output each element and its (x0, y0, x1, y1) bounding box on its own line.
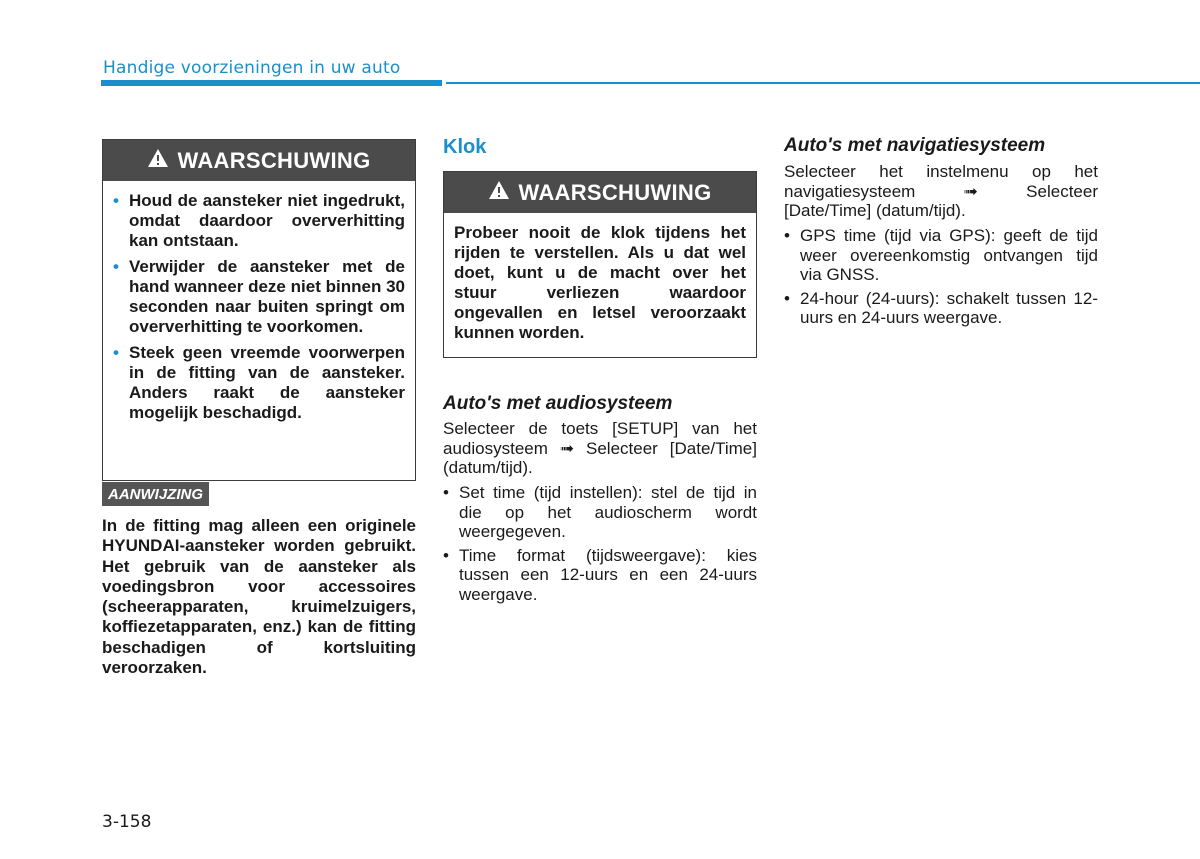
warning-header (444, 172, 756, 213)
audio-subtitle: Auto's met audiosysteem (443, 393, 673, 414)
nav-list (784, 226, 1098, 328)
header-rule-thin (446, 82, 1200, 84)
warning-box-lighter (102, 139, 416, 481)
warning-list (113, 191, 405, 423)
note-text: In de fitting mag alleen een originele HYUNDAI-aansteker worden gebruikt. Het gebruik van de aansteker als voedingsbron voor accessoires (scheerapparaten, kruimelzuigers, koffiezetapparaten, enz.) kan de fitting beschadigen of kortsluiting veroorzaken. (102, 516, 416, 678)
audio-list-wrap (443, 483, 757, 608)
audio-intro: Selecteer de toets [SETUP] van het audiosysteem ➟ Selecteer [Date/Time] (datum/tijd). (443, 419, 757, 477)
chapter-title: Handige voorzieningen in uw auto (103, 58, 401, 78)
nav-list-wrap (784, 226, 1098, 332)
warning-title: WAARSCHUWING (177, 147, 371, 173)
note-label: AANWIJZING (102, 482, 209, 506)
audio-list (443, 483, 757, 604)
header-rule-thick (101, 80, 442, 86)
warning-title: WAARSCHUWING (518, 179, 712, 205)
section-title-klok: Klok (443, 136, 487, 158)
warning-item: • Houd de aansteker niet ingedrukt, omdat daardoor oververhitting kan ontstaan. (113, 191, 405, 251)
warning-body: Probeer nooit de klok tijdens het rijden te verstellen. Als u dat wel doet, kunt u de macht over het stuur verliezen waardoor ongevallen en letsel veroorzaakt kunnen worden. (454, 223, 746, 342)
warning-header (103, 140, 415, 181)
page-number: 3-158 (102, 812, 152, 832)
nav-intro: Selecteer het instelmenu op het navigatiesysteem ➟ Selecteer [Date/Time] (datum/tijd). (784, 162, 1098, 220)
warning-triangle-icon (488, 180, 510, 206)
warning-triangle-icon (147, 148, 169, 174)
warning-item: • Verwijder de aansteker met de hand wanneer deze niet binnen 30 seconden naar buiten springt om oververhitting te voorkomen. (113, 257, 405, 337)
warning-body (103, 181, 415, 437)
list-item: • Time format (tijdsweergave): kies tussen een 12-uurs en een 24-uurs weergave. (443, 546, 757, 605)
list-item: • GPS time (tijd via GPS): geeft de tijd weer overeenkomstig ontvangen tijd via GNSS. (784, 226, 1098, 285)
nav-subtitle: Auto's met navigatiesysteem (784, 135, 1046, 156)
list-item: • 24-hour (24-uurs): schakelt tussen 12-uurs en 24-uurs weergave. (784, 289, 1098, 328)
warning-item: • Steek geen vreemde voorwerpen in de fitting van de aansteker. Anders raakt de aansteker mogelijk beschadigd. (113, 343, 405, 423)
warning-box-klok (443, 171, 757, 358)
list-item: • Set time (tijd instellen): stel de tijd in die op het audioscherm wordt weergegeven. (443, 483, 757, 542)
